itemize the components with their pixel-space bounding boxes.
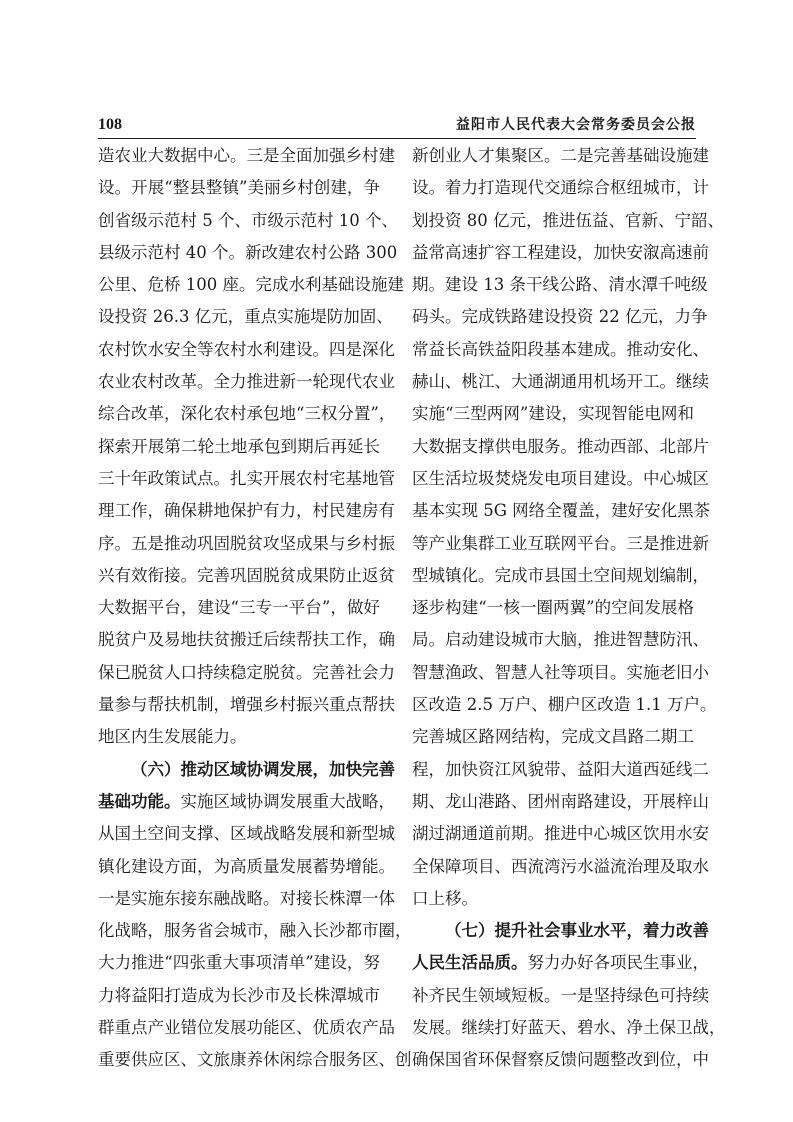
text-line [412,592,694,624]
text-line [98,1012,395,1044]
section-heading: 基础功能。 [98,791,181,811]
text-line [98,398,396,430]
text-line [98,301,393,333]
text-line [412,754,709,786]
text-line [98,528,395,560]
text-line [98,495,395,527]
line-text: 程，加快资江风貌带、益阳大道西延线二 [412,759,709,779]
line-text: 序。五是推动巩固脱贫攻坚成果与乡村振 [98,533,395,553]
line-text: 区生活垃圾焚烧发电项目建设。中心城区 [412,468,709,488]
line-text: 化战略，服务省会城市，融入长沙都市圈， [98,921,412,941]
line-text: 农村饮水安全等农村水利建设。四是深化 [98,339,395,359]
line-text: 基本实现 5G 网络全覆盖，建好安化黑茶 [412,501,711,521]
text-line [412,1012,726,1044]
text-line [412,1044,709,1076]
text-line [98,721,380,753]
text-line [98,560,395,592]
text-line [98,883,395,915]
text-line [412,560,709,592]
section-heading: （六）推动区域协调发展，加快完善 [131,759,395,779]
text-line [412,366,709,398]
header-divider [98,138,696,139]
text-line [98,818,395,850]
line-text: 重要供应区、文旅康养休闲综合服务区、创 [98,1050,412,1070]
line-text: 确保国省环保督察反馈问题整改到位，中 [412,1050,709,1070]
text-line [98,366,395,398]
text-line [98,140,395,172]
line-text: 群重点产业错位发展功能区、优质农产品 [98,1018,395,1038]
line-text: 赫山、桃江、大通湖通用机场开工。继续 [412,372,709,392]
line-text: 逐步构建“一核一圈两翼”的空间发展格 [412,598,694,618]
line-text: 从国土空间支撑、区域战略发展和新型城 [98,824,395,844]
text-line [412,269,708,301]
text-line [98,1044,412,1076]
text-line [412,721,694,753]
line-text: 湖过湖通道前期。推进中心城区饮用水安 [412,824,709,844]
line-text: 智慧渔政、智慧人社等项目。实施老旧小 [412,662,709,682]
line-text: 等产业集群工业互联网平台。三是推进新 [412,533,709,553]
text-line [98,172,380,204]
line-text: 型城镇化。完成市县国土空间规划编制， [412,565,709,585]
line-text: 兴有效衔接。完善巩固脱贫成果防止返贫 [98,565,395,585]
text-line [98,754,395,786]
page-number: 108 [98,116,122,133]
text-line [412,657,709,689]
text-line [412,301,708,333]
text-line [98,915,412,947]
line-text: 保已脱贫人口持续稳定脱贫。完善社会力 [98,662,395,682]
line-text: 农业农村改革。全力推进新一轮现代农业 [98,372,395,392]
right-text-column [412,140,726,1077]
left-text-column [98,140,412,1077]
text-line [98,657,395,689]
line-text: 区改造 2.5 万户、棚户区改造 1.1 万户。 [412,695,717,715]
line-text: 期。建设 13 条干线公路、清水潭千吨级 [412,275,708,295]
section-heading: （七）提升社会事业水平，着力改善 [445,921,709,941]
line-text: 力将益阳打造成为长沙市及长株潭城市 [98,985,380,1005]
line-text: 公里、危桥 100 座。完成水利基础设施建 [98,275,404,295]
line-text: 量参与帮扶机制，增强乡村振兴重点帮扶 [98,695,395,715]
line-text: 综合改革，深化农村承包地“三权分置”， [98,404,396,424]
line-text: 期、龙山港路、团州南路建设，开展梓山 [412,791,709,811]
line-text: 镇化建设方面，为高质量发展蓄势增能。 [98,856,395,876]
line-text: 局。启动建设城市大脑，推进智慧防汛、 [412,630,709,650]
text-line [412,947,709,979]
line-text: 大力推进“四张重大事项清单”建设，努 [98,953,380,973]
text-line [412,786,709,818]
line-text: 设。开展“整县整镇”美丽乡村创建，争 [98,178,380,198]
text-line [98,592,380,624]
line-text: 益常高速扩容工程建设，加快安溆高速前 [412,242,709,262]
text-line [412,495,711,527]
line-text: 三十年政策试点。扎实开展农村宅基地管 [98,468,395,488]
text-line [98,269,404,301]
text-line [412,172,709,204]
line-text: 努力办好各项民生事业， [527,953,709,973]
line-text: 新创业人才集聚区。二是完善基础设施建 [412,146,709,165]
line-text: 地区内生发展能力。 [98,727,247,747]
text-line [98,624,395,656]
line-text: 设。着力打造现代交通综合枢纽城市，计 [412,178,709,198]
text-line [412,431,709,463]
line-text: 县级示范村 40 个。新改建农村公路 300 [98,242,398,262]
line-text: 全保障项目、西流湾污水溢流治理及取水 [412,856,709,876]
section-heading: 人民生活品质。 [412,953,528,973]
line-text: 口上移。 [412,888,478,908]
line-text: 大数据支撑供电服务。推动西部、北部片 [412,436,709,456]
line-text: 创省级示范村 5 个、市级示范村 10 个、 [98,210,398,230]
text-line [412,980,709,1012]
text-line [98,947,380,979]
line-text: 理工作，确保耕地保护有力，村民建房有 [98,501,395,521]
line-text: 码头。完成铁路建设投资 22 亿元，力争 [412,307,708,327]
line-text: 脱贫户及易地扶贫搬迁后续帮扶工作，确 [98,630,395,650]
text-line [98,463,395,495]
text-line [412,689,717,721]
text-line [98,980,380,1012]
line-text: 实施“三型两网”建设，实现智能电网和 [412,404,694,424]
text-line [412,915,709,947]
text-line [98,786,395,818]
line-text: 大数据平台，建设“三专一平台”，做好 [98,598,380,618]
text-line [412,398,694,430]
journal-title: 益阳市人民代表大会常务委员会公报 [456,117,696,133]
line-text: 完善城区路网结构，完成文昌路二期工 [412,727,694,747]
text-line [412,883,694,915]
text-line [98,851,395,883]
line-text: 探索开展第二轮土地承包到期后再延长 [98,436,380,456]
line-text: 设投资 26.3 亿元，重点实施堤防加固、 [98,307,393,327]
text-line [98,431,380,463]
text-line [412,851,709,883]
text-line [412,140,709,172]
text-line [98,205,398,237]
text-line [98,689,395,721]
text-line [98,237,398,269]
text-line [412,205,724,237]
text-line [412,624,709,656]
line-text: 一是实施东接东融战略。对接长株潭一体 [98,888,395,908]
line-text: 发展。继续打好蓝天、碧水、净土保卫战， [412,1018,726,1038]
text-line [412,334,709,366]
line-text: 划投资 80 亿元，推进伍益、官新、宁韶、 [412,210,724,230]
text-line [412,818,709,850]
page-header [98,115,696,137]
line-text: 补齐民生领域短板。一是坚持绿色可持续 [412,985,709,1005]
line-text: 常益长高铁益阳段基本建成。推动安化、 [412,339,709,359]
text-line [412,237,709,269]
text-line [98,334,395,366]
line-text: 实施区域协调发展重大战略， [180,791,395,811]
text-line [412,528,709,560]
text-line [412,463,709,495]
line-text: 造农业大数据中心。三是全面加强乡村建 [98,146,395,165]
